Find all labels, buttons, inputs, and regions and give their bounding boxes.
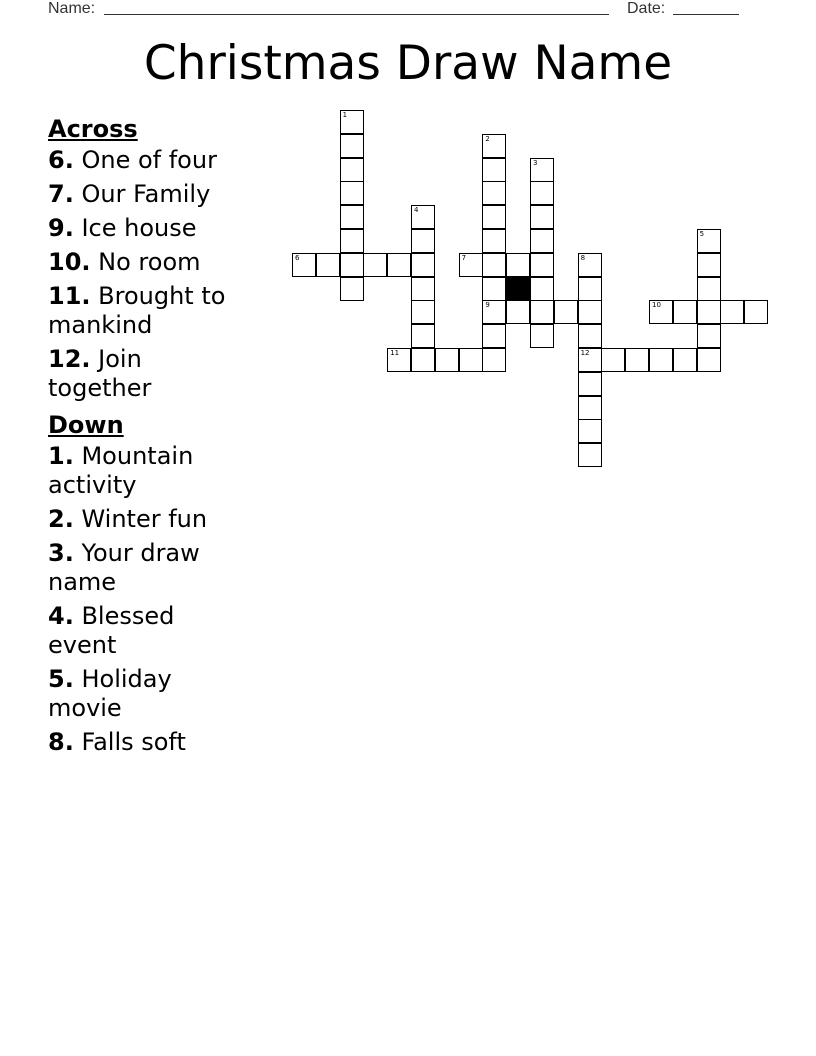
crossword-cell[interactable] bbox=[578, 253, 602, 277]
clue-number: 2. bbox=[48, 505, 74, 533]
crossword-cell[interactable] bbox=[744, 300, 768, 324]
crossword-cell[interactable] bbox=[411, 348, 435, 372]
crossword-cell[interactable] bbox=[554, 300, 578, 324]
clue-text: Winter fun bbox=[81, 505, 208, 533]
crossword-cell[interactable] bbox=[578, 348, 602, 372]
crossword-cell[interactable] bbox=[625, 348, 649, 372]
crossword-cell[interactable] bbox=[340, 181, 364, 205]
clue-number: 10. bbox=[48, 248, 91, 276]
crossword-cell[interactable] bbox=[697, 348, 721, 372]
clue-text: Ice house bbox=[81, 214, 197, 242]
clue-number: 4. bbox=[48, 602, 74, 630]
crossword-cell[interactable] bbox=[530, 300, 554, 324]
crossword-cell[interactable] bbox=[530, 253, 554, 277]
crossword-cell[interactable] bbox=[482, 181, 506, 205]
crossword-cell[interactable] bbox=[697, 324, 721, 348]
clue-number: 1. bbox=[48, 442, 74, 470]
crossword-cell[interactable] bbox=[411, 324, 435, 348]
cell-number: 9 bbox=[485, 301, 490, 310]
crossword-cell[interactable] bbox=[482, 348, 506, 372]
crossword-cell[interactable] bbox=[482, 134, 506, 158]
cell-number: 5 bbox=[699, 230, 705, 238]
clue-number: 7. bbox=[48, 180, 74, 208]
cell-number: 4 bbox=[414, 206, 419, 215]
crossword-cell[interactable] bbox=[411, 205, 435, 229]
crossword-cell[interactable] bbox=[340, 158, 364, 182]
crossword-cell[interactable] bbox=[530, 181, 554, 205]
crossword-cell[interactable] bbox=[340, 277, 364, 301]
across-heading: Across bbox=[48, 115, 138, 143]
cell-number: 1 bbox=[342, 111, 348, 119]
crossword-cell[interactable] bbox=[578, 300, 602, 324]
crossword-cell[interactable] bbox=[459, 348, 483, 372]
date-label: Date: bbox=[627, 0, 666, 17]
crossword-cell[interactable] bbox=[530, 324, 554, 348]
crossword-cell[interactable] bbox=[506, 253, 530, 277]
crossword-cell[interactable] bbox=[578, 277, 602, 301]
crossword-cell[interactable] bbox=[459, 253, 483, 277]
clue-number: 6. bbox=[48, 146, 74, 174]
crossword-cell[interactable] bbox=[530, 229, 554, 253]
clue-text: Blessed event bbox=[48, 602, 175, 659]
down-heading: Down bbox=[48, 411, 124, 439]
crossword-cell[interactable] bbox=[482, 253, 506, 277]
crossword-cell[interactable] bbox=[530, 158, 554, 182]
cell-number: 8 bbox=[580, 253, 586, 262]
clue-text: One of four bbox=[81, 146, 217, 174]
clue-text: No room bbox=[98, 248, 201, 276]
cell-number: 3 bbox=[533, 158, 538, 167]
crossword-cell[interactable] bbox=[482, 229, 506, 253]
crossword-cell[interactable] bbox=[697, 300, 721, 324]
crossword-cell[interactable] bbox=[340, 205, 364, 229]
crossword-cell[interactable] bbox=[411, 229, 435, 253]
clue-text: Our Family bbox=[81, 180, 211, 208]
crossword-cell[interactable] bbox=[387, 348, 411, 372]
page-title: Christmas Draw Name bbox=[143, 36, 673, 91]
crossword-cell[interactable] bbox=[530, 277, 554, 301]
crossword-cell[interactable] bbox=[649, 348, 673, 372]
crossword-cell[interactable] bbox=[411, 300, 435, 324]
clue-number: 11. bbox=[48, 282, 91, 310]
crossword-cell[interactable] bbox=[411, 277, 435, 301]
clue-number: 5. bbox=[48, 665, 74, 693]
crossword-cell[interactable] bbox=[292, 253, 316, 277]
crossword-cell[interactable] bbox=[697, 229, 721, 253]
crossword-cell[interactable] bbox=[720, 300, 744, 324]
crossword-cell[interactable] bbox=[649, 300, 673, 324]
crossword-cell[interactable] bbox=[363, 253, 387, 277]
clue-text: Falls soft bbox=[81, 728, 186, 756]
crossword-cell[interactable] bbox=[482, 158, 506, 182]
cell-number: 10 bbox=[652, 301, 661, 310]
cell-number: 2 bbox=[485, 134, 490, 143]
crossword-cell[interactable] bbox=[482, 277, 506, 301]
crossword-cell[interactable] bbox=[316, 253, 340, 277]
black-square bbox=[506, 277, 530, 301]
clue-text: Your draw name bbox=[48, 539, 200, 596]
crossword-cell[interactable] bbox=[578, 443, 602, 467]
crossword-cell[interactable] bbox=[578, 372, 602, 396]
cell-number: 12 bbox=[580, 349, 590, 357]
crossword-cell[interactable] bbox=[482, 324, 506, 348]
crossword-cell[interactable] bbox=[697, 277, 721, 301]
clue-text: Join together bbox=[48, 345, 152, 402]
clue-text: Brought to mankind bbox=[48, 282, 226, 339]
name-label: Name: bbox=[48, 0, 96, 17]
crossword-cell[interactable] bbox=[340, 229, 364, 253]
crossword-cell[interactable] bbox=[578, 396, 602, 420]
crossword-cell[interactable] bbox=[530, 205, 554, 229]
crossword-cell[interactable] bbox=[506, 300, 530, 324]
crossword-cell[interactable] bbox=[482, 205, 506, 229]
crossword-cell[interactable] bbox=[601, 348, 625, 372]
clue-number: 8. bbox=[48, 728, 74, 756]
crossword-cell[interactable] bbox=[340, 134, 364, 158]
crossword-cell[interactable] bbox=[673, 348, 697, 372]
clue-number: 9. bbox=[48, 214, 74, 242]
crossword-cell[interactable] bbox=[697, 253, 721, 277]
crossword-cell[interactable] bbox=[578, 419, 602, 443]
crossword-cell[interactable] bbox=[340, 253, 364, 277]
crossword-cell[interactable] bbox=[411, 253, 435, 277]
crossword-cell[interactable] bbox=[673, 300, 697, 324]
crossword-cell[interactable] bbox=[578, 324, 602, 348]
clue-number: 12. bbox=[48, 345, 91, 373]
cell-number: 11 bbox=[390, 349, 400, 357]
clue-text: Mountain activity bbox=[48, 442, 194, 499]
clue-number: 3. bbox=[48, 539, 74, 567]
cell-number: 7 bbox=[461, 253, 467, 262]
crossword-cell[interactable] bbox=[387, 253, 411, 277]
crossword-cell[interactable] bbox=[435, 348, 459, 372]
crossword-cell[interactable] bbox=[482, 300, 506, 324]
clue-text: Holiday movie bbox=[48, 665, 172, 722]
cell-number: 6 bbox=[295, 253, 300, 262]
crossword-cell[interactable] bbox=[340, 110, 364, 134]
